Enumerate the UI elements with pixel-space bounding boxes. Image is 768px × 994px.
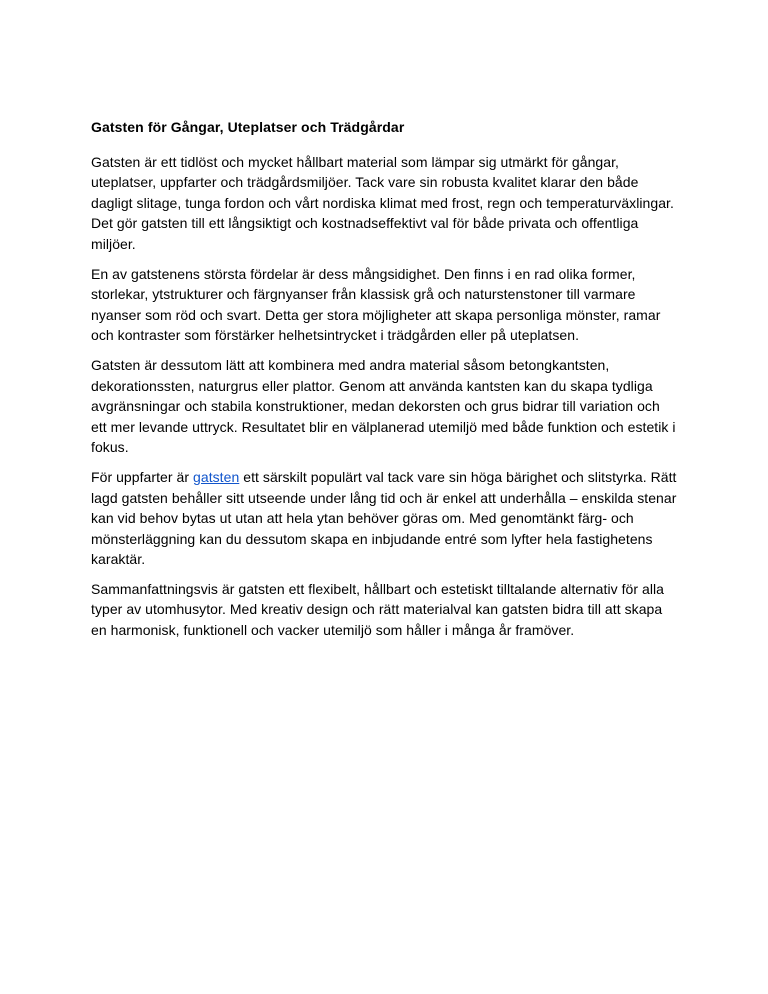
paragraph-intro: Gatsten är ett tidlöst och mycket hållbart material som lämpar sig utmärkt för gångar, uteplatser, uppfarter och trädgårdsmiljöer. Tack vare sin robusta kvalitet klarar den både dagligt slitage, tunga fordon och vårt nordiska klimat med frost, regn och temperaturväxlingar. Det gör gatsten till ett långsiktigt och kostnadseffektivt val för både privata och offentliga miljöer. [91,153,674,252]
paragraph-summary: Sammanfattningsvis är gatsten ett flexibelt, hållbart och estetiskt tilltalande alternativ för alla typer av utomhusytor. Med kreativ design och rätt materialval kan gatsten bidra till att skapa en harmonisk, funktionell och vacker utemiljö som håller i många år framöver. [91,580,665,639]
paragraph-driveways [91,467,677,570]
paragraph-text-after-link: ett särskilt populärt val tack vare sin höga bärighet och slitstyrka. Rätt lagd gatsten behåller sitt utseende under lång tid och är enkel att underhålla – enskilda stenar kan vid behov bytas ut utan att hela ytan behöver göras om. Med genomtänkt färg- och mönsterläggning kan du dessutom skapa en inbjudande entré som lyfter hela fastighetens karaktär. [91,468,677,568]
gatsten-link[interactable]: gatsten [193,468,240,485]
paragraph-materials: Gatsten är dessutom lätt att kombinera med andra material såsom betongkantsten, dekorationssten, naturgrus eller plattor. Genom att använda kantsten kan du skapa tydliga avgränsningar och stabila konstruktioner, medan dekorsten och grus bidrar till variation och ett mer levande uttryck. Resultatet blir en välplanerad utemiljö med både funktion och estetik i fokus. [91,356,676,456]
document-title: Gatsten för Gångar, Uteplatser och Trädgårdar [91,119,405,135]
paragraph-versatility: En av gatstenens största fördelar är dess mångsidighet. Den finns i en rad olika former, storlekar, ytstrukturer och färgnyanser från klassisk grå och naturstenstoner till varmare nyanser som röd och svart. Detta ger stora möjligheter att skapa personliga mönster, ramar och kontraster som förstärker helhetsintrycket i trädgården eller på uteplatsen. [91,265,661,344]
paragraph-text-before-link: För uppfarter är [91,468,194,485]
